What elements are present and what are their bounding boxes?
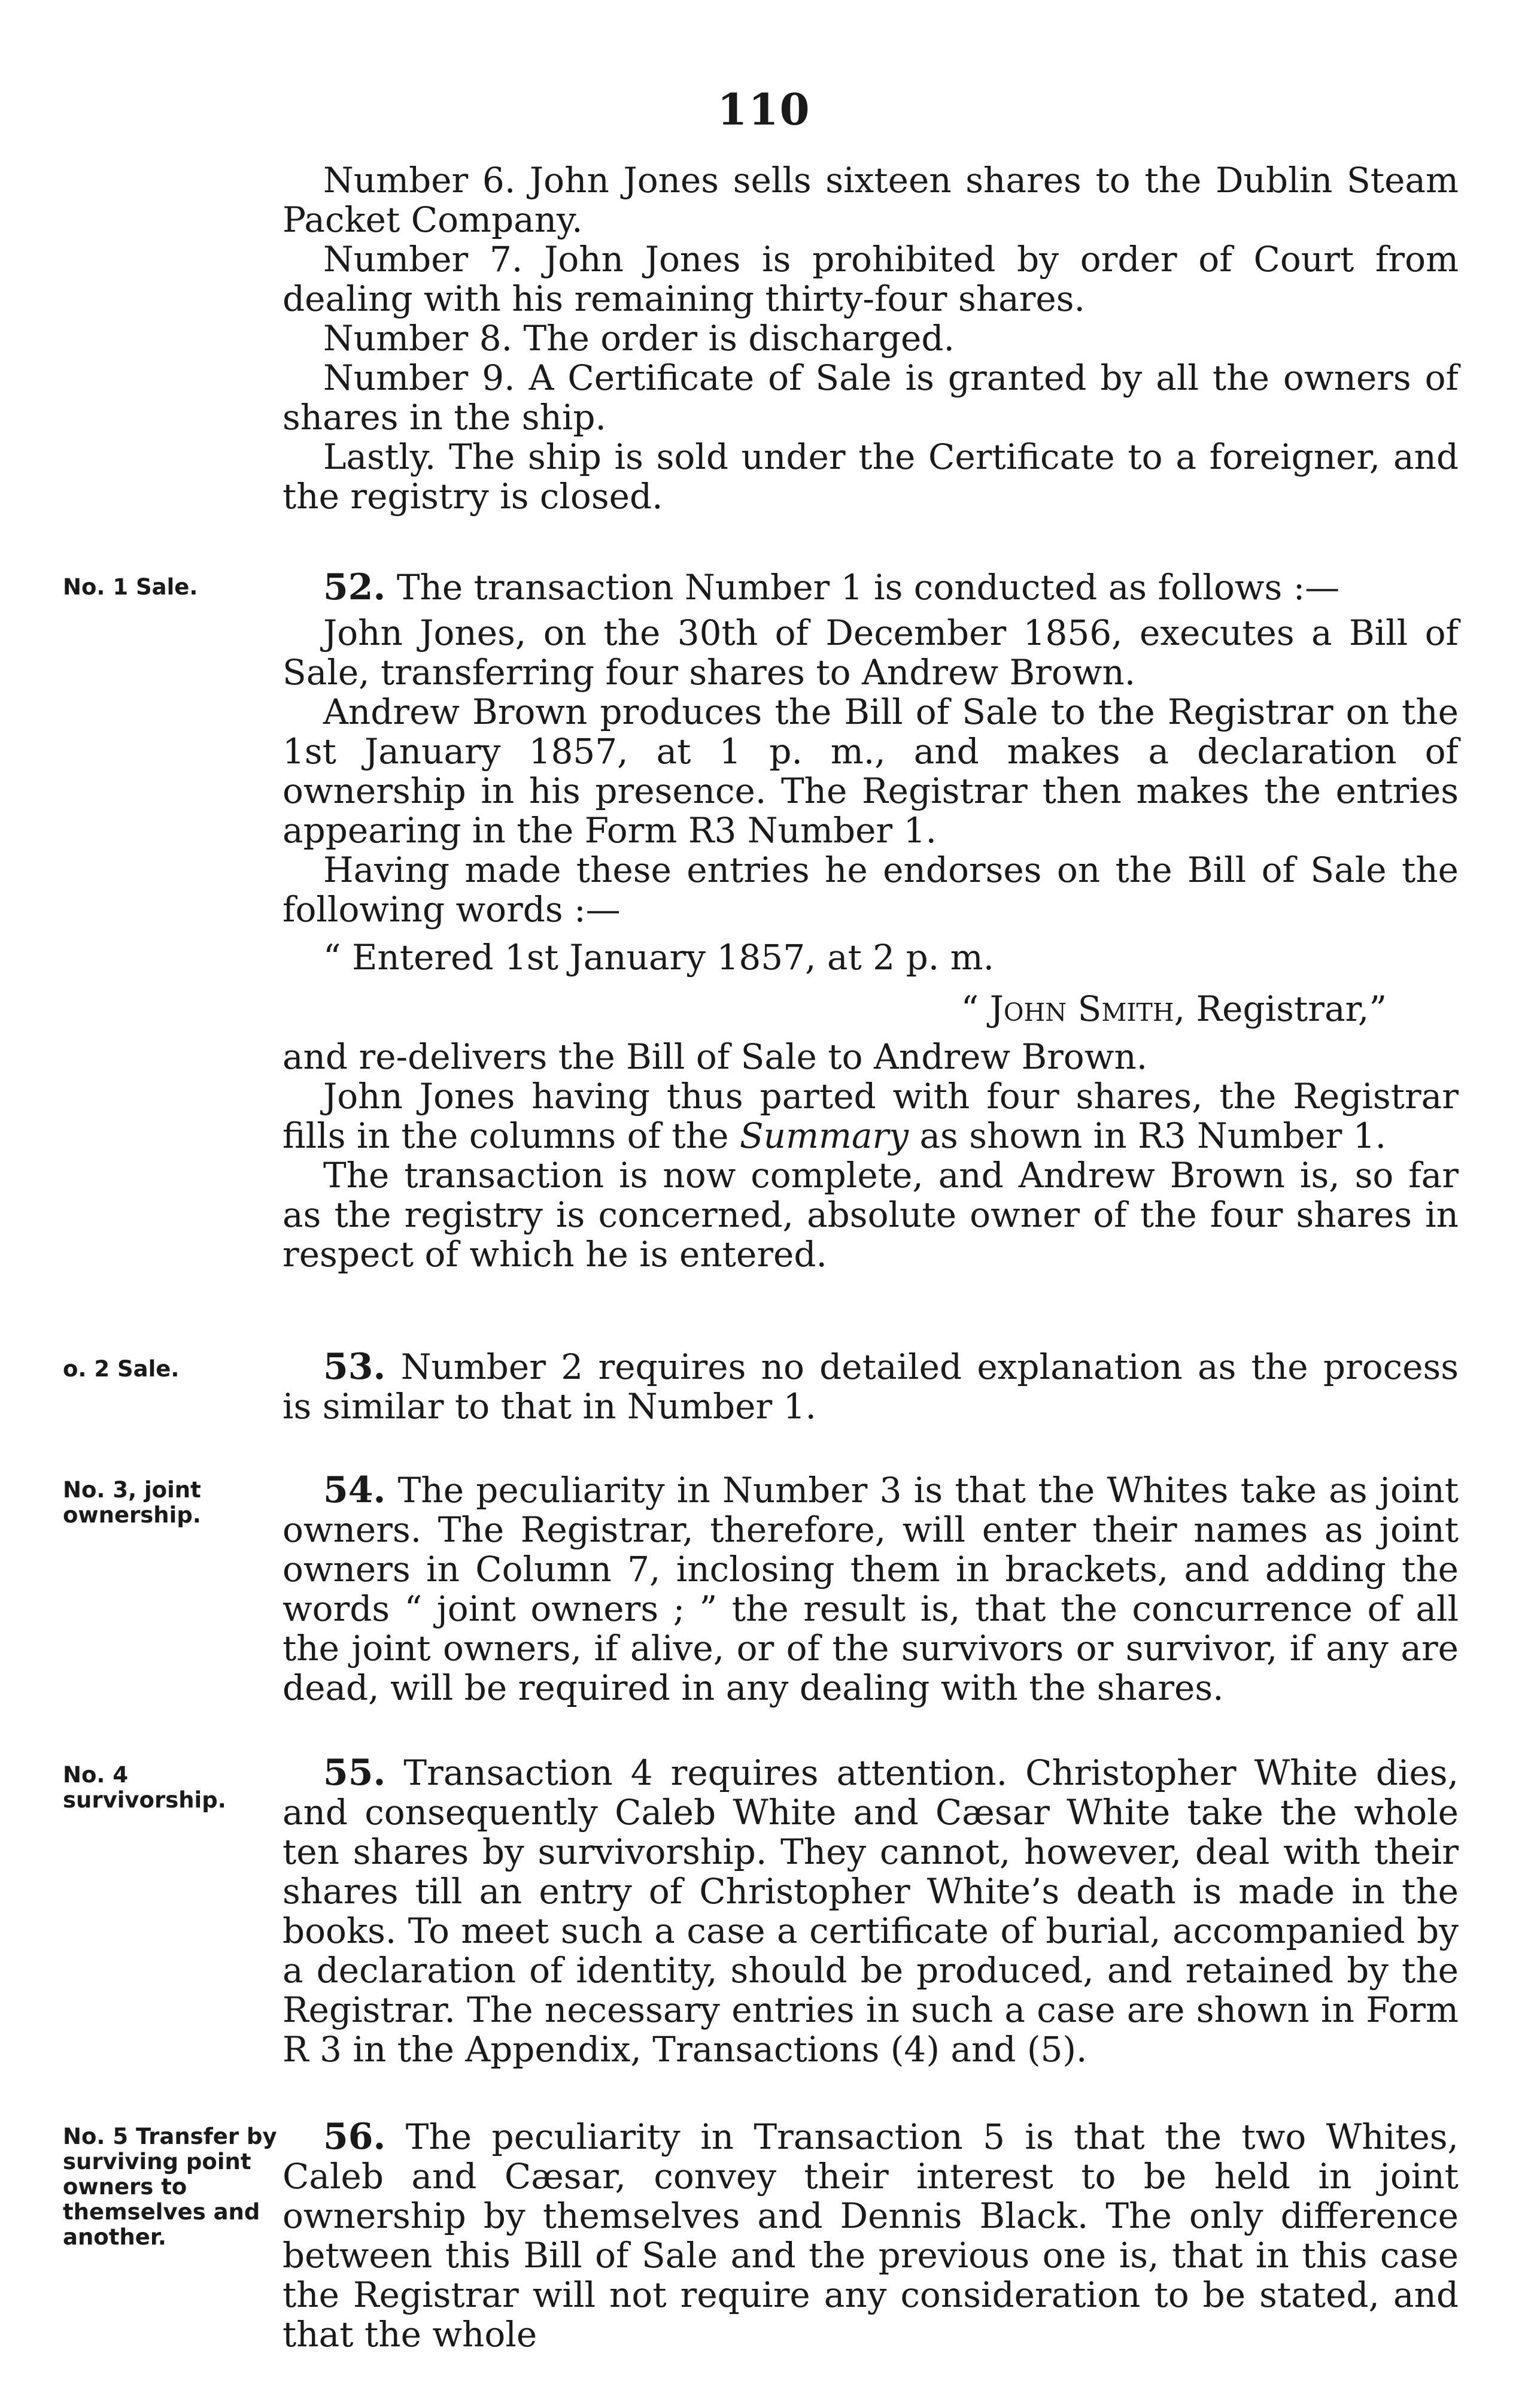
- section-56: [282, 2117, 1459, 2354]
- section-number-54: 54.: [323, 1469, 386, 1511]
- section-55-text: [282, 1753, 1459, 2069]
- section-number-53: 53.: [323, 1346, 386, 1388]
- margin-note-54: No. 3, joint ownership.: [63, 1477, 201, 1528]
- section-53-body: Number 2 requires no detailed explanation as the process is similar to that in Number 1.: [282, 1346, 1459, 1427]
- page-number: 110: [717, 84, 811, 135]
- section-54-body: The peculiarity in Number 3 is that the Whites take as joint owners. The Registrar, therefore, will enter their names as joint owners in Column 7, inclosing them in brackets, and adding the words “ joint owners ; ” the result is, that the concurrence of all the joint owners, if alive, or of the survivors or survivor, if any are dead, will be required in any dealing with the shares.: [282, 1470, 1459, 1708]
- paragraph-number-6: Number 6. John Jones sells sixteen shares to the Dublin Steam Packet Company.: [282, 160, 1459, 240]
- paragraph-lastly: Lastly. The ship is sold under the Certificate to a foreigner, and the registry is closed.: [282, 436, 1459, 517]
- signature-name: John Smith: [989, 988, 1174, 1029]
- margin-note-53: o. 2 Sale.: [63, 1356, 180, 1382]
- paragraph-number-9: Number 9. A Certificate of Sale is granted by all the owners of shares in the ship.: [282, 357, 1459, 438]
- section-52-p5-a: John Jones having thus parted with four shares, the Registrar fills in the columns of the: [282, 1076, 1459, 1156]
- section-56-text: [282, 2117, 1459, 2354]
- section-53: [282, 1347, 1459, 1426]
- section-number-56: 56.: [323, 2116, 386, 2158]
- intro-text-block: [282, 160, 1459, 516]
- margin-note-56: No. 5 Transfer by surviving point owners to themselves and another.: [63, 2124, 277, 2250]
- signature-open-quote: “: [961, 988, 990, 1029]
- section-52-p6: The transaction is now complete, and Andrew Brown is, so far as the registry is concerned, absolute owner of the four shares in respect of which he is entered.: [282, 1155, 1459, 1275]
- margin-note-55: No. 4 survivorship.: [63, 1762, 226, 1813]
- section-52-p5: [282, 1076, 1459, 1156]
- section-52-lead: [282, 568, 1459, 607]
- section-55: [282, 1753, 1459, 2069]
- section-number-55: 55.: [323, 1752, 386, 1794]
- paragraph-number-8: Number 8. The order is discharged.: [323, 318, 955, 359]
- section-55-body: Transaction 4 requires attention. Christopher White dies, and consequently Caleb White and Cæsar White take the whole ten shares by survivorship. They cannot, however, deal with their shares till an entry of Christopher White’s death is made in the books. To meet such a case a certificate of burial, accompanied by a declaration of identity, should be produced, and retained by the Registrar. The necessary entries in such a case are shown in Form R 3 in the Appendix, Transactions (4) and (5).: [282, 1752, 1459, 2070]
- endorsement-signature: [282, 989, 1459, 1029]
- section-54-text: [282, 1470, 1459, 1708]
- paragraph-number-7: Number 7. John Jones is prohibited by order of Court from dealing with his remaining thirty-four shares.: [282, 239, 1459, 319]
- section-52-p1: John Jones, on the 30th of December 1856, executes a Bill of Sale, transferring four shares to Andrew Brown.: [282, 612, 1459, 693]
- section-53-text: [282, 1347, 1459, 1426]
- section-52-p5-b: as shown in R3 Number 1.: [909, 1115, 1387, 1156]
- section-52-p4: and re-delivers the Bill of Sale to Andrew Brown.: [282, 1036, 1148, 1077]
- section-52-p3: Having made these entries he endorses on the Bill of Sale the following words :—: [282, 850, 1459, 930]
- section-56-body: The peculiarity in Transaction 5 is that the two Whites, Caleb and Cæsar, convey their interest to be held in joint ownership by themselves and Dennis Black. The only difference between this Bill of Sale and the previous one is, that in this case the Registrar will not require any consideration to be stated, and that the whole: [282, 2116, 1459, 2355]
- summary-term: Summary: [739, 1115, 909, 1156]
- margin-note-52: No. 1 Sale.: [63, 574, 198, 600]
- section-number-52: 52.: [323, 566, 386, 608]
- section-52: [282, 568, 1459, 1274]
- section-54: [282, 1470, 1459, 1708]
- endorsement-quote: “ Entered 1st January 1857, at 2 p. m.: [323, 937, 995, 978]
- section-52-lead-text: The transaction Number 1 is conducted as follows :—: [396, 567, 1340, 608]
- signature-title: , Registrar,”: [1174, 988, 1387, 1029]
- section-52-p2: Andrew Brown produces the Bill of Sale to the Registrar on the 1st January 1857, at 1 p. m., and makes a declaration of ownership in his presence. The Registrar then makes the entries appearing in the Form R3 Number 1.: [282, 692, 1459, 851]
